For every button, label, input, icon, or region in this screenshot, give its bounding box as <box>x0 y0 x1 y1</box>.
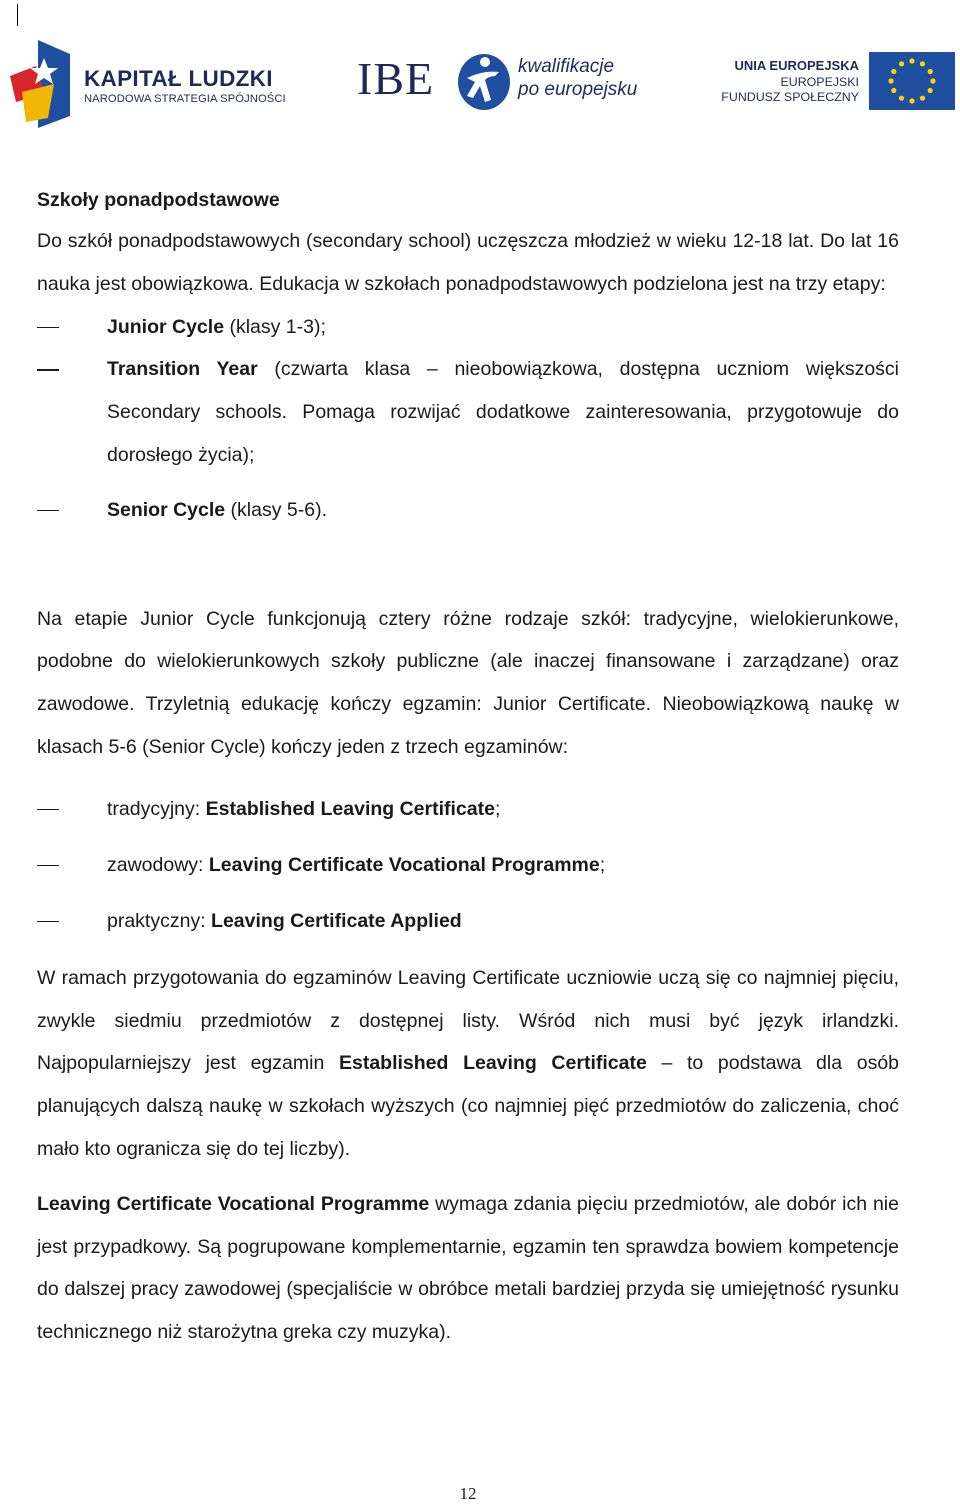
list-item <box>37 348 899 476</box>
para4-bold: Leaving Certificate Vocational Programme <box>37 1192 430 1215</box>
vocational-paragraph <box>37 1183 899 1354</box>
exam-type: praktyczny: <box>107 909 212 932</box>
stage-desc: (klasy 5-6). <box>225 498 327 521</box>
para3-bold: Established Leaving Certificate <box>338 1052 647 1075</box>
eu-line1: UNIA EUROPEJSKA <box>734 58 859 73</box>
ibe-logo <box>355 46 645 116</box>
para3-text-a: W ramach przygotowania do egzaminów Leaving Certificate uczniowie uczą się co najmniej pięciu, zwykle siedmiu przedmiotów z dostępnej listy. Wśród nich musi być język irlandzki. Najpopularniejszy jest egzamin <box>37 966 899 1075</box>
list-item <box>37 781 899 837</box>
list-item <box>37 837 899 893</box>
para4-text: wymaga zdania pięciu przedmiotów, ale dobór ich nie jest przypadkowy. Są pogrupowane komplementarnie, egzamin ten sprawdza bowiem kompetencje do dalszej pracy zawodowej (specjaliście w obróbce metali bardziej przyda się umiejętność rysunku technicznego niż starożytna greka czy muzyka). <box>37 1192 899 1344</box>
dash-bullet <box>37 327 59 329</box>
kapital-ludzki-title: KAPITAŁ LUDZKI <box>84 66 273 91</box>
exams-list <box>37 781 899 949</box>
document-body <box>37 183 899 1354</box>
stage-name: Transition Year <box>107 358 258 381</box>
leaving-certificate-paragraph <box>37 957 899 1171</box>
stage-name: Senior Cycle <box>107 498 226 521</box>
exam-name: Leaving Certificate Applied <box>211 909 462 932</box>
eu-line3: FUNDUSZ SPOŁECZNY <box>721 90 859 104</box>
section-heading: Szkoły ponadpodstawowe <box>37 189 280 211</box>
kapital-ludzki-emblem <box>8 36 80 128</box>
exam-name: Leaving Certificate Vocational Programme <box>208 853 600 876</box>
dash-bullet <box>37 510 59 512</box>
para3-text-b: – to podstawa dla osób planujących dalszą naukę w szkołach wyższych (co najmniej pięć przedmiotów do zaliczenia, choć mało kto ogranicza się do tej liczby). <box>37 1052 900 1160</box>
dash-bullet <box>37 809 59 811</box>
stage-desc: (klasy 1-3); <box>224 315 326 338</box>
page-number: 12 <box>459 1484 477 1503</box>
exam-punct: ; <box>599 853 606 876</box>
stage-name: Junior Cycle <box>107 315 225 338</box>
kwalifikacje-line2: po europejsku <box>518 79 638 100</box>
kapital-ludzki-logo <box>8 36 286 128</box>
exam-punct: ; <box>494 797 501 820</box>
kapital-ludzki-subtitle: NARODOWA STRATEGIA SPÓJNOŚCI <box>84 93 286 105</box>
dash-bullet <box>37 865 59 867</box>
eu-flag-icon <box>869 52 955 110</box>
dash-bullet <box>37 921 59 923</box>
list-item <box>37 893 899 949</box>
eu-line2: EUROPEJSKI <box>780 75 859 89</box>
stages-list <box>37 306 899 532</box>
eu-logo <box>721 52 955 114</box>
intro-paragraph: Do szkół ponadpodstawowych (secondary school) uczęszcza młodzież w wieku 12-18 lat. Do lat 16 nauka jest obowiązkowa. Edukacja w szkołach ponadpodstawowych podzielona jest na trzy etapy: <box>37 230 899 295</box>
exam-type: tradycyjny: <box>107 797 206 820</box>
figure-icon <box>455 48 513 112</box>
list-item <box>37 306 899 349</box>
exam-name: Established Leaving Certificate <box>205 797 495 820</box>
junior-cycle-paragraph: Na etapie Junior Cycle funkcjonują cztery różne rodzaje szkół: tradycyjne, wielokierunkowe, podobne do wielokierunkowych szkoły publiczne (ale inaczej finansowane i zarządzane) oraz zawodowe. Trzyletnią edukację kończy egzamin: Junior Certificate. Nieobowiązkową naukę w klasach 5-6 (Senior Cycle) kończy jeden z trzech egzaminów: <box>37 607 899 758</box>
list-item <box>37 489 899 532</box>
ibe-wordmark: IBE <box>357 53 435 104</box>
kwalifikacje-line1: kwalifikacje <box>518 56 615 77</box>
stage-desc: (czwarta klasa – nieobowiązkowa, dostępna uczniom większości Secondary schools. Pomaga rozwijać dodatkowe zainteresowania, przygotowuje do dorosłego życia); <box>107 358 900 466</box>
exam-type: zawodowy: <box>107 853 209 876</box>
text-cursor <box>17 4 18 26</box>
dash-bullet <box>37 369 59 371</box>
